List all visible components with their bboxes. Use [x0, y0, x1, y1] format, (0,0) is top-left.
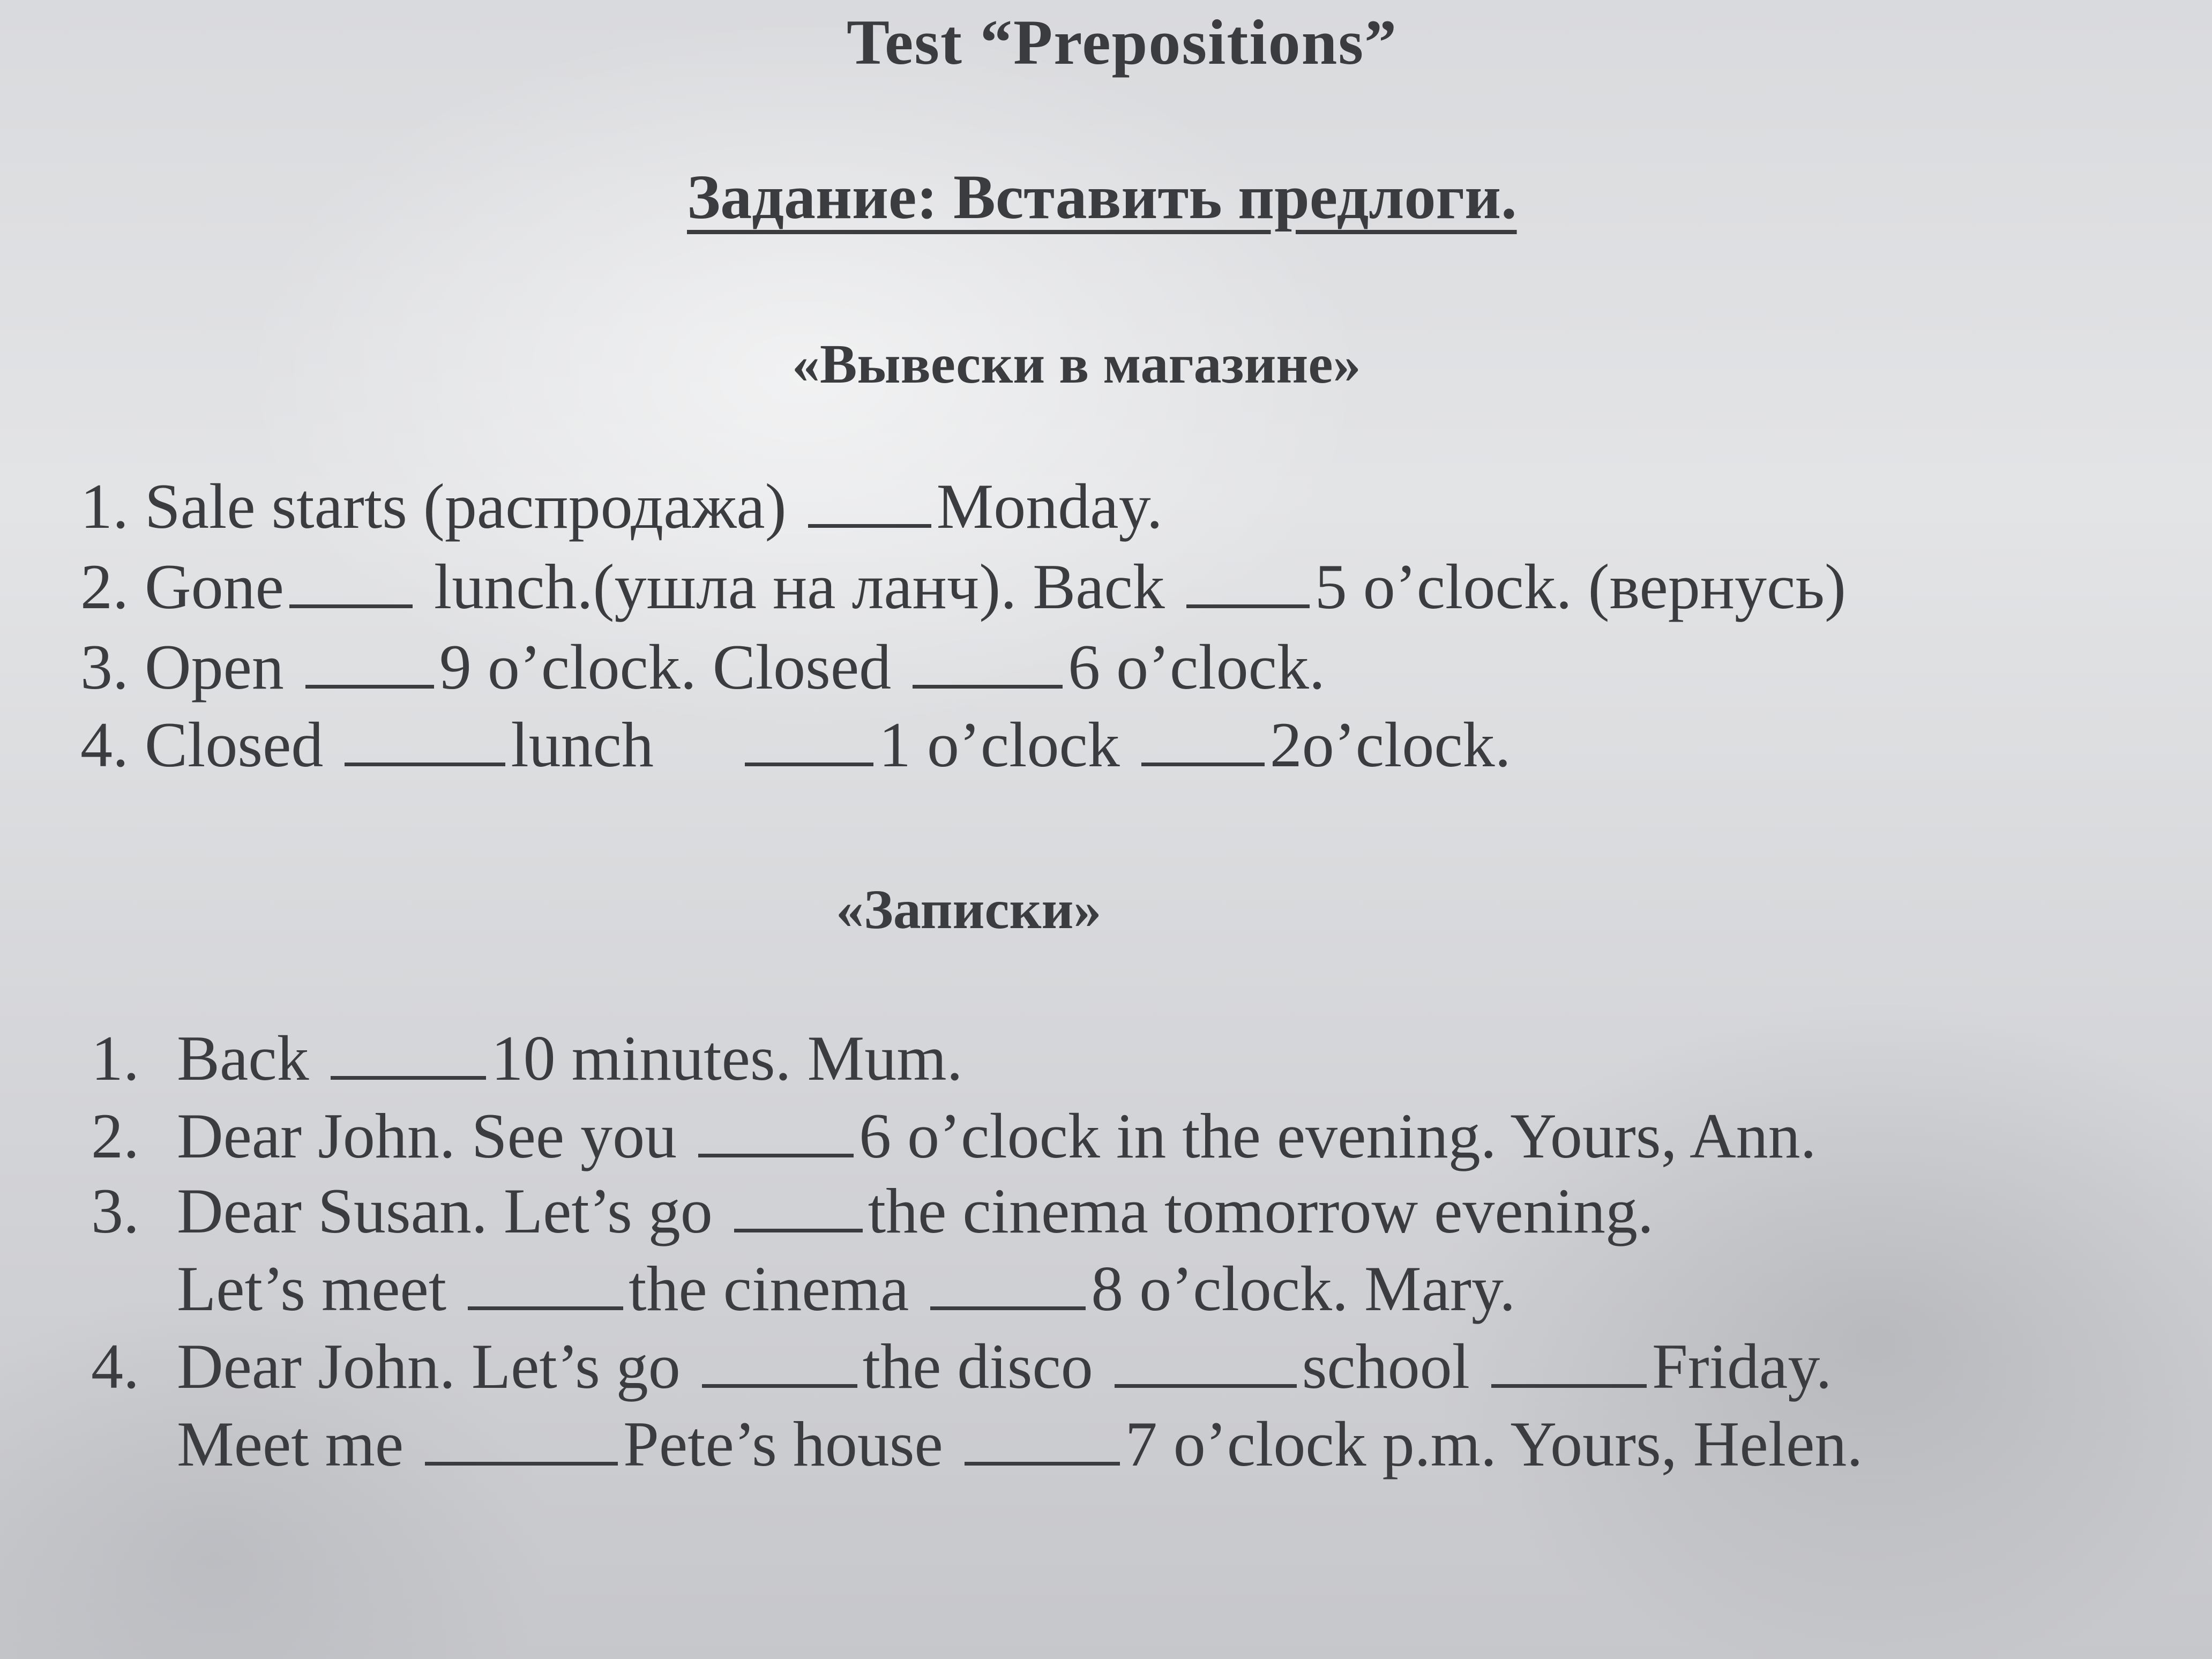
item-number: 3.: [80, 631, 129, 703]
item-text: Pete’s house: [623, 1408, 943, 1479]
item-number: 3.: [91, 1175, 139, 1246]
item-text: 1 o’clock: [878, 709, 1120, 780]
item-text: the cinema tomorrow evening.: [868, 1175, 1654, 1246]
item-text: Sale starts (распродажа): [145, 470, 787, 542]
answer-blank[interactable]: [734, 1191, 863, 1232]
answer-blank[interactable]: [965, 1424, 1120, 1466]
item-text: school: [1302, 1331, 1470, 1402]
item-text: 5 o’clock. (вернусь): [1314, 551, 1846, 622]
answer-blank[interactable]: [698, 1116, 854, 1157]
page-title: Test “Prepositions”: [847, 6, 1398, 78]
list-item: [91, 1022, 963, 1094]
item-number: 2.: [91, 1100, 139, 1171]
list-item: [80, 631, 1325, 703]
list-item: [80, 470, 1163, 542]
answer-blank[interactable]: [1141, 725, 1265, 766]
item-number: 4.: [91, 1331, 139, 1402]
answer-blank[interactable]: [702, 1347, 857, 1388]
answer-blank[interactable]: [1186, 567, 1310, 608]
list-item-continuation: [177, 1253, 1516, 1324]
item-text: lunch.(ушла на ланч). Back: [434, 551, 1165, 622]
item-text: 6 o’clock in the evening. Yours, Ann.: [859, 1100, 1817, 1171]
item-text: lunch: [511, 709, 654, 780]
item-text: Dear John. See you: [177, 1100, 677, 1171]
section-heading-notes: «Записки»: [836, 879, 1102, 940]
item-text: Dear Susan. Let’s go: [177, 1175, 713, 1246]
item-text: 2o’clock.: [1269, 709, 1511, 780]
list-item: [91, 1100, 1817, 1171]
answer-blank[interactable]: [289, 567, 413, 608]
item-text: Gone: [145, 551, 284, 622]
section-heading-shop-signs: «Вывески в магазине»: [792, 333, 1361, 395]
list-item-continuation: [177, 1408, 1863, 1479]
answer-blank[interactable]: [345, 725, 505, 766]
item-text: 10 minutes. Mum.: [491, 1022, 963, 1094]
item-text: Open: [145, 631, 284, 703]
item-number: 2.: [80, 551, 129, 622]
item-text: Monday.: [936, 470, 1163, 542]
list-item: [80, 709, 1511, 780]
item-number: 4.: [80, 709, 129, 780]
list-item: [80, 551, 1846, 622]
item-text: Let’s meet: [177, 1253, 447, 1324]
item-text: Dear John. Let’s go: [177, 1331, 681, 1402]
list-item: [91, 1331, 1832, 1402]
answer-blank[interactable]: [808, 487, 931, 528]
answer-blank[interactable]: [305, 647, 434, 689]
item-text: the cinema: [629, 1253, 909, 1324]
item-text: 9 o’clock. Closed: [439, 631, 892, 703]
item-text: Friday.: [1652, 1331, 1832, 1402]
answer-blank[interactable]: [1491, 1347, 1647, 1388]
answer-blank[interactable]: [745, 725, 873, 766]
item-text: 8 o’clock. Mary.: [1091, 1253, 1516, 1324]
item-number: 1.: [91, 1022, 139, 1094]
answer-blank[interactable]: [913, 647, 1063, 689]
item-text: 6 o’clock.: [1068, 631, 1325, 703]
task-instruction: Задание: Вставить предлоги.: [687, 162, 1517, 232]
answer-blank[interactable]: [930, 1269, 1086, 1310]
item-number: 1.: [80, 470, 129, 542]
answer-blank[interactable]: [331, 1038, 486, 1080]
item-text: Closed: [145, 709, 324, 780]
answer-blank[interactable]: [468, 1269, 623, 1310]
answer-blank[interactable]: [425, 1424, 618, 1466]
item-text: Meet me: [177, 1408, 404, 1479]
item-text: Back: [177, 1022, 309, 1094]
answer-blank[interactable]: [1115, 1347, 1297, 1388]
item-text: 7 o’clock p.m. Yours, Helen.: [1125, 1408, 1863, 1479]
list-item: [91, 1175, 1654, 1246]
item-text: the disco: [862, 1331, 1093, 1402]
